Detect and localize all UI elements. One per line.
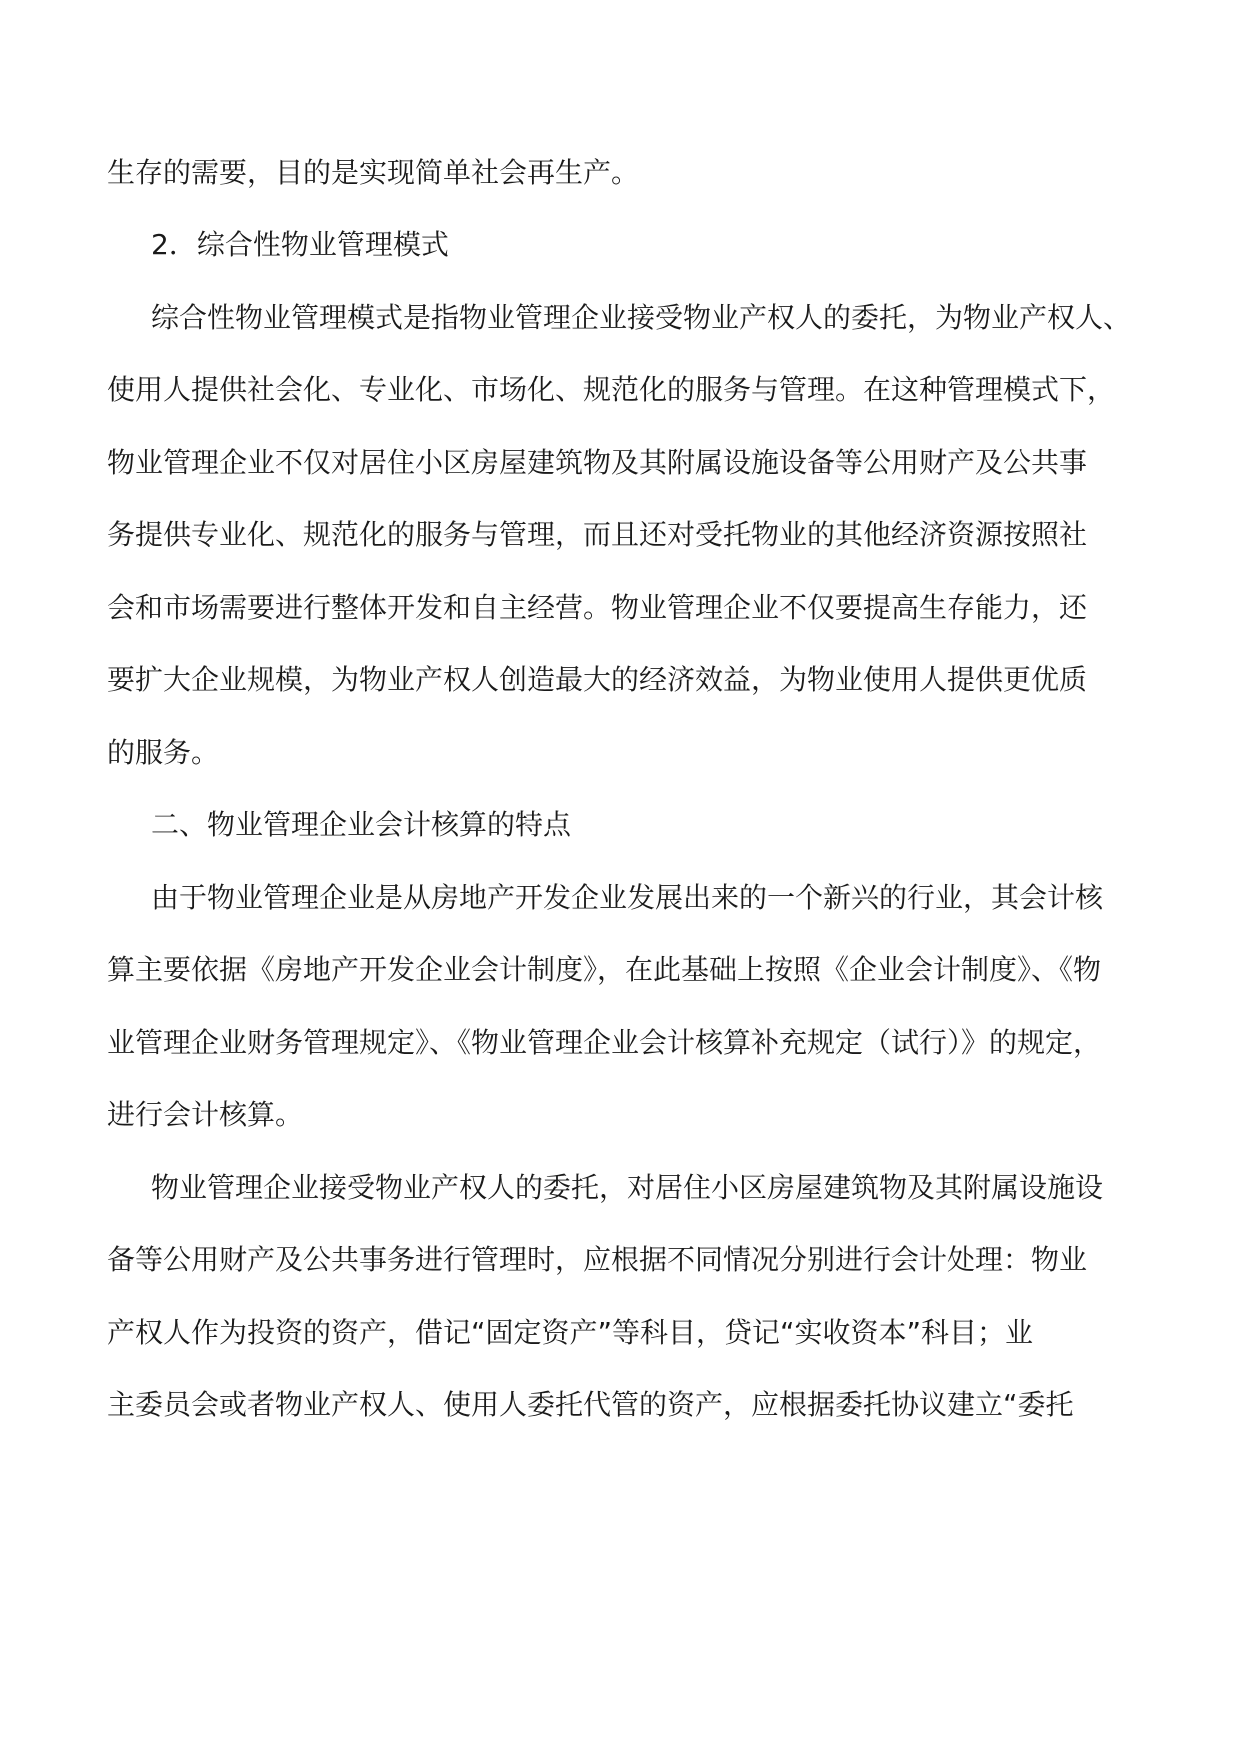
section-heading: 二、物业管理企业会计核算的特点 bbox=[151, 808, 572, 841]
paragraph-line: 使用人提供社会化、专业化、市场化、规范化的服务与管理。在这种管理模式下， bbox=[107, 373, 1116, 406]
paragraph-line: 业管理企业财务管理规定》、《物业管理企业会计核算补充规定（试行）》的规定， bbox=[107, 1026, 1102, 1059]
paragraph-line: 主委员会或者物业产权人、使用人委托代管的资产，应根据委托协议建立“委托 bbox=[107, 1388, 1074, 1421]
paragraph-line: 由于物业管理企业是从房地产开发企业发展出来的一个新兴的行业，其会计核 bbox=[151, 881, 1104, 914]
paragraph-line: 物业管理企业接受物业产权人的委托，对居住小区房屋建筑物及其附属设施设 bbox=[151, 1171, 1104, 1204]
paragraph-line: 会和市场需要进行整体开发和自主经营。物业管理企业不仅要提高生存能力，还 bbox=[107, 591, 1088, 624]
paragraph-line: 进行会计核算。 bbox=[107, 1098, 304, 1131]
section-heading: 2．综合性物业管理模式 bbox=[151, 228, 449, 261]
paragraph-line: 要扩大企业规模，为物业产权人创造最大的经济效益，为物业使用人提供更优质 bbox=[107, 663, 1088, 696]
paragraph-line: 的服务。 bbox=[107, 736, 220, 769]
paragraph-line: 综合性物业管理模式是指物业管理企业接受物业产权人的委托，为物业产权人、 bbox=[151, 301, 1132, 334]
paragraph-line: 物业管理企业不仅对居住小区房屋建筑物及其附属设施设备等公用财产及公共事 bbox=[107, 446, 1088, 479]
paragraph-line: 产权人作为投资的资产，借记“固定资产”等科目，贷记“实收资本”科目；业 bbox=[107, 1316, 1034, 1349]
paragraph-line: 务提供专业化、规范化的服务与管理，而且还对受托物业的其他经济资源按照社 bbox=[107, 518, 1088, 551]
paragraph-line: 算主要依据《房地产开发企业会计制度》，在此基础上按照《企业会计制度》、《物 bbox=[107, 953, 1102, 986]
paragraph-line: 生存的需要，目的是实现简单社会再生产。 bbox=[107, 156, 640, 189]
paragraph-line: 备等公用财产及公共事务进行管理时，应根据不同情况分别进行会计处理：物业 bbox=[107, 1243, 1088, 1276]
